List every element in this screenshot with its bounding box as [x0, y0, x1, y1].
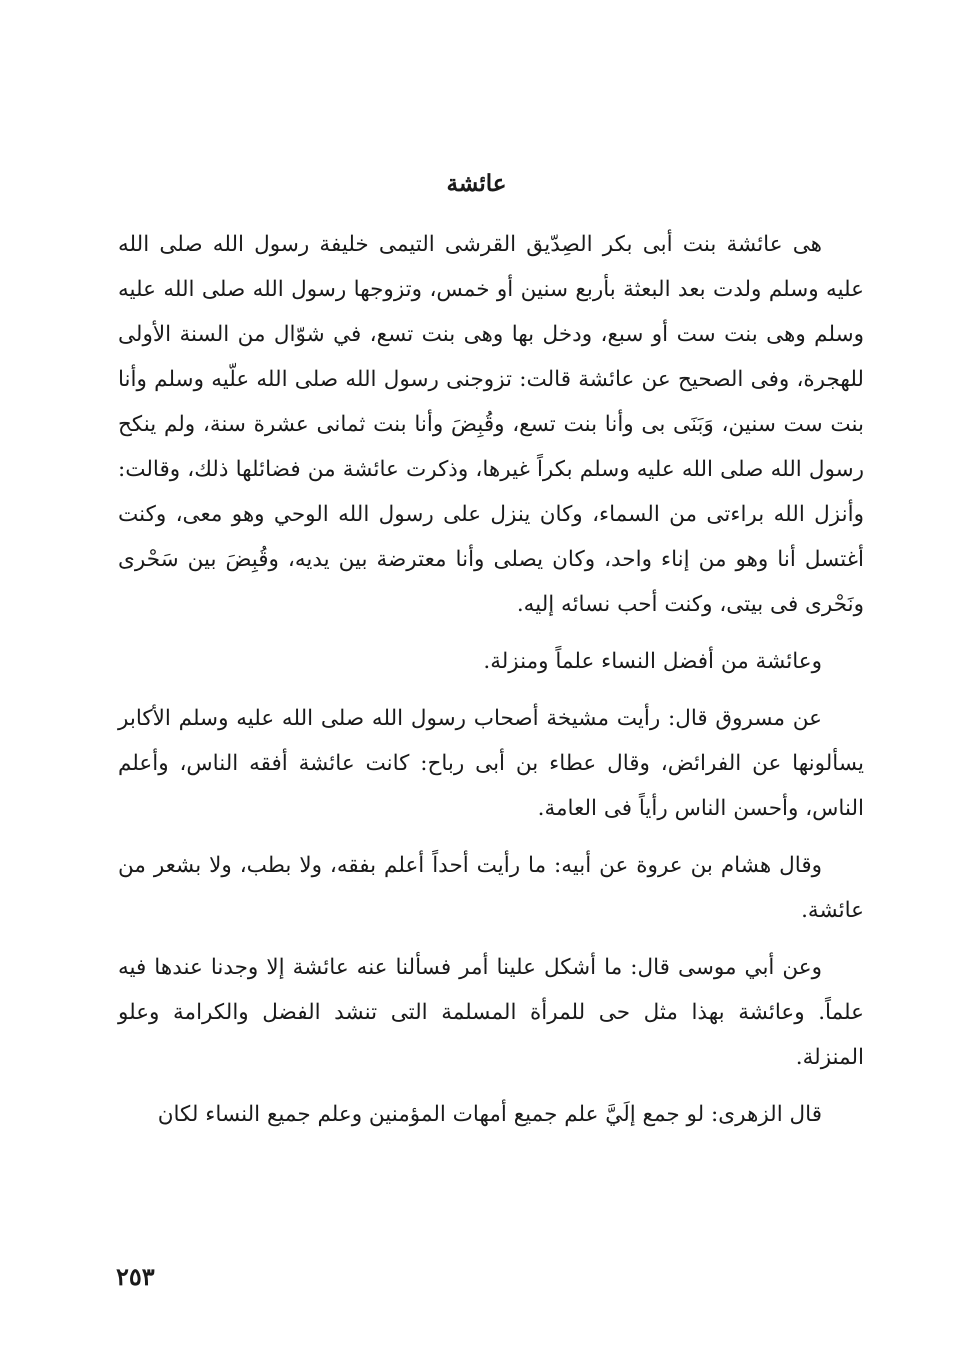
body-text — [118, 222, 864, 1137]
page-number: ٢٥٣ — [116, 1262, 155, 1291]
paragraph-hisham: وقال هشام بن عروة عن أبيه: ما رأيت أحداً أعلم بفقه، ولا بطب، ولا بشعر من عائشة. — [118, 853, 864, 923]
paragraph-zuhri: قال الزهرى: لو جمع إلَيَّ علم جميع أمهات المؤمنين وعلم جميع النساء لكان — [157, 1102, 822, 1127]
paragraph-biography: هى عائشة بنت أبى بكر الصِدّيق القرشى التيمى خليفة رسول الله صلى الله عليه وسلم ولدت بعد البعثة بأربع سنين أو خمس، وتزوجها رسول الله صلى الله عليه وسلم وهى بنت ست أو سبع، ودخل بها وهى بنت تسع، في شوّال من السنة الأولى للهجرة، وفى الصحيح عن عائشة قالت: تزوجنى رسول الله صلى الله علّيه وسلم وأنا بنت ست سنين، وَبَنَى بى وأنا بنت تسع، وقُبِضَ وأنا بنت ثمانى عشرة سنة، ولم ينكح رسول الله صلى الله عليه وسلم بكراً غيرها، وذكرت عائشة من فضائلها ذلك، وقالت: وأنزل الله براءتى من السماء، وكان ينزل على رسول الله الوحي وهو معى، وكنت أغتسل أنا وهو من إناء واحد، وكان يصلى وأنا معترضة بين يديه، وقُبِضَ بين سَحْرى ونَحْرى فى بيتى، وكنت أحب نسائه إليه. — [118, 232, 864, 617]
paragraph-abu-musa: وعن أبي موسى قال: ما أشكل علينا أمر فسألنا عنه عائشة إلا وجدنا عندها فيه علماً. وعائشة بهذا مثل حى للمرأة المسلمة التى تنشد الفضل والكرامة وعلو المنزلة. — [118, 955, 864, 1070]
chapter-title: عائشة — [446, 170, 507, 197]
paragraph-virtue: وعائشة من أفضل النساء علماً ومنزلة. — [483, 649, 822, 674]
paragraph-masruq: عن مسروق قال: رأيت مشيخة أصحاب رسول الله صلى الله عليه وسلم الأكابر يسألونها عن الفرائض، وقال عطاء بن أبى رباح: كانت عائشة أفقه الناس، وأعلم الناس، وأحسن الناس رأياً فى العامة. — [118, 706, 864, 821]
